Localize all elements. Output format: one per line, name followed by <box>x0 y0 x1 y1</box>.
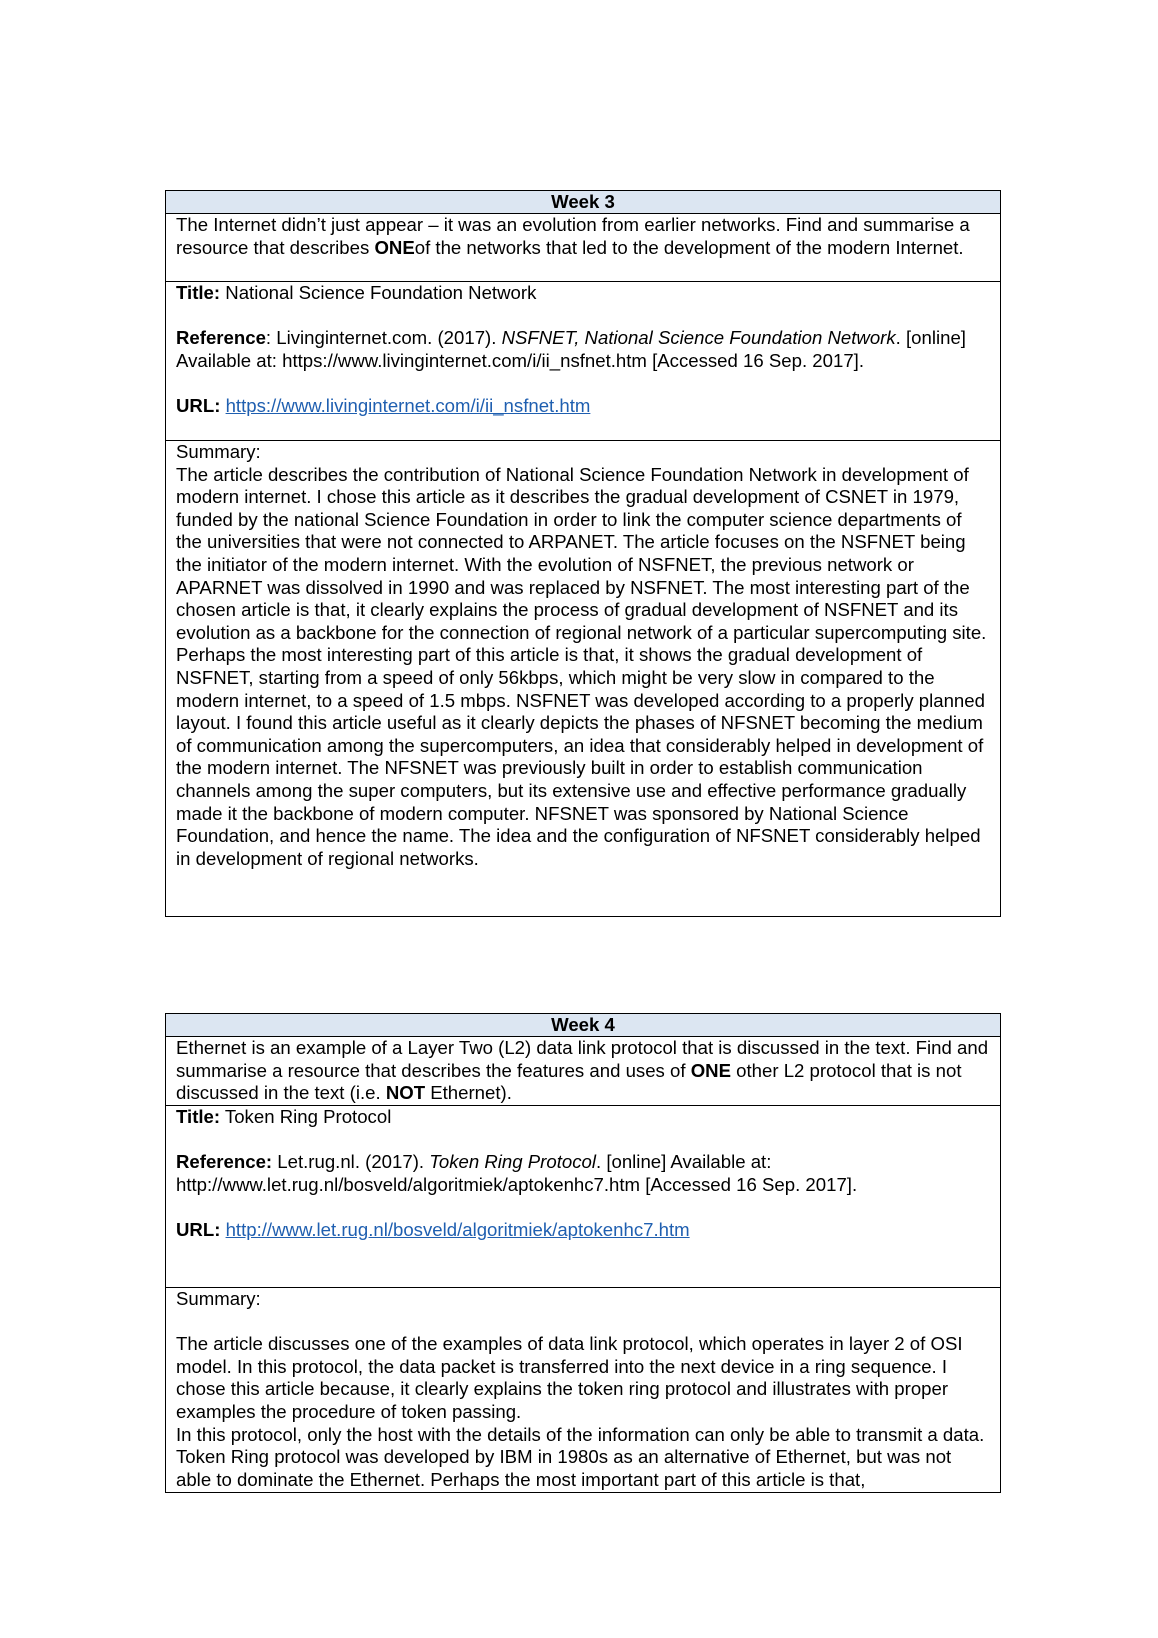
week4-table <box>165 1013 1001 1493</box>
week4-url-link[interactable]: http://www.let.rug.nl/bosveld/algoritmiek/aptokenhc7.htm <box>225 1218 690 1240</box>
week4-resource-info <box>166 1106 1000 1288</box>
week4-prompt-text: Ethernet is an example of a Layer Two (L2) data link protocol that is discussed in the text. Find and summarise a resource that describes the features and uses of <box>176 1037 989 1081</box>
week3-prompt-bold: ONE <box>374 236 415 258</box>
week3-url-label: URL: <box>176 394 221 416</box>
week3-resource-info <box>166 282 1000 441</box>
week3-summary-text: The article describes the contribution of National Science Foundation Network in development of modern internet. I chose this article as it describes the gradual development of CSNET in 1979, funded by the national Science Foundation in order to link the computer science departments of the universities that were not connected to ARPANET. The article focuses on the NSFNET being the initiator of the modern internet. With the evolution of NSFNET, the previous network or APARNET was dissolved in 1990 and was replaced by NSFNET. The most interesting part of the chosen article is that, it clearly explains the process of gradual development of NSFNET and its evolution as a backbone for the connection of regional network of a particular supercomputing site. Perhaps the most interesting part of this article is that, it shows the gradual development of NSFNET, starting from a speed of only 56kbps, which might be very slow in compared to the modern internet, to a speed of 1.5 mbps. NSFNET was developed according to a properly planned layout. I found this article useful as it clearly depicts the phases of NFSNET becoming the medium of communication among the supercomputers, an idea that considerably helped in development of the modern internet. The NFSNET was previously built in order to establish communication channels among the super computers, but its extensive use and effective performance gradually made it the backbone of modern computer. NFSNET was sponsored by National Science Foundation, and hence the name. The idea and the configuration of NFSNET considerably helped in development of regional networks. <box>176 463 987 869</box>
week4-prompt-bold-one: ONE <box>690 1059 731 1081</box>
week4-prompt <box>166 1037 1000 1106</box>
week4-reference-text-end: . [online] Available at: http://www.let.rug.nl/bosveld/algoritmiek/aptokenhc7.htm [Accessed 16 Sep. 2017]. <box>176 1151 858 1195</box>
week3-reference-text-end: . [online] Available at: https://www.livinginternet.com/i/ii_nsfnet.htm [Accessed 16 Sep. 2017]. <box>176 327 966 371</box>
week3-table <box>165 190 1001 917</box>
week4-reference <box>176 1151 990 1196</box>
week3-prompt-text-end: of the networks that led to the development of the modern Internet. <box>414 236 964 258</box>
week4-prompt-bold-not: NOT <box>385 1082 426 1104</box>
week4-title <box>176 1106 990 1129</box>
week3-summary <box>166 441 1000 916</box>
week4-header: Week 4 <box>166 1014 1000 1037</box>
week3-reference-text: : Livinginternet.com. (2017). <box>265 327 502 349</box>
week3-url-line <box>176 395 990 418</box>
week3-title-value: National Science Foundation Network <box>220 282 537 303</box>
week4-url-line <box>176 1219 990 1242</box>
week4-summary-paragraph-1: The article discusses one of the examples of data link protocol, which operates in layer 2 of OSI model. In this protocol, the data packet is transferred into the next device in a ring sequence. I chose this article because, it clearly explains the token ring protocol and illustrates with proper examples the procedure of token passing. <box>176 1333 963 1422</box>
week4-url-label: URL: <box>176 1218 221 1240</box>
week4-title-label: Title: <box>176 1106 221 1127</box>
week3-prompt-text: The Internet didn’t just appear – it was an evolution from earlier networks. Find and summarise a resource that describes <box>176 214 970 258</box>
week3-reference-title: NSFNET, National Science Foundation Network <box>501 327 896 349</box>
week3-reference-label: Reference <box>176 327 266 349</box>
week4-summary-paragraph-2: In this protocol, only the host with the details of the information can only be able to transmit a data. Token Ring protocol was developed by IBM in 1980s as an alternative of Ethernet, but was not able to dominate the Ethernet. Perhaps the most important part of this article is that, <box>176 1423 985 1490</box>
week3-url-link[interactable]: https://www.livinginternet.com/i/ii_nsfnet.htm <box>225 394 591 416</box>
week4-summary <box>166 1288 1000 1492</box>
week3-reference <box>176 327 990 372</box>
week4-prompt-text-end: Ethernet). <box>425 1082 512 1104</box>
week4-reference-text: Let.rug.nl. (2017). <box>272 1151 430 1173</box>
week4-prompt-text-mid: other L2 protocol that is not discussed in the text (i.e. <box>176 1059 962 1104</box>
week3-title <box>176 282 990 305</box>
week3-prompt <box>166 214 1000 282</box>
week4-reference-title: Token Ring Protocol <box>429 1151 596 1173</box>
week4-title-value: Token Ring Protocol <box>220 1106 392 1127</box>
week3-title-label: Title: <box>176 282 221 303</box>
week3-summary-label: Summary: <box>176 441 261 462</box>
week3-header: Week 3 <box>166 191 1000 214</box>
week4-reference-label: Reference: <box>176 1151 273 1173</box>
week4-summary-label: Summary: <box>176 1288 261 1309</box>
